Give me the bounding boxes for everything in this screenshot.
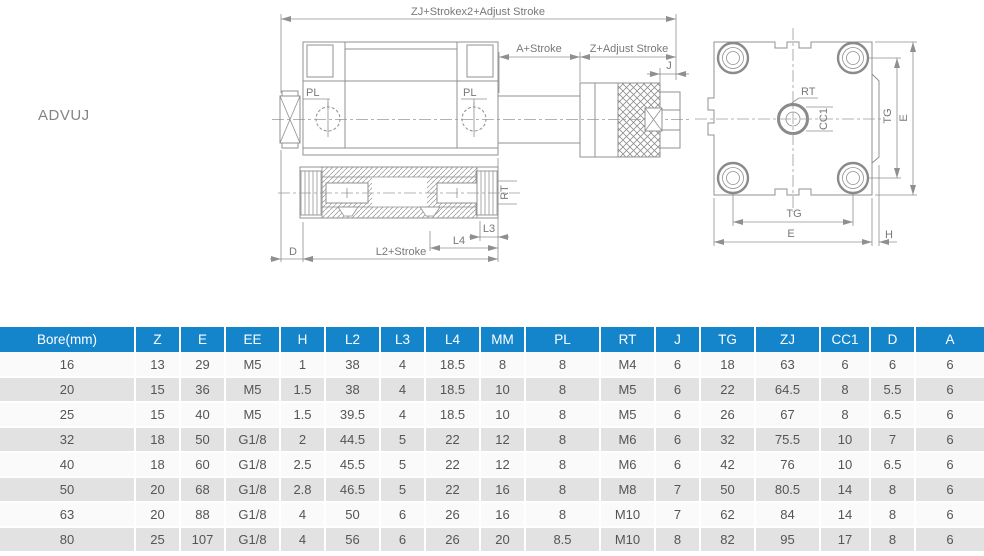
bore-cell: 80 [0,527,135,552]
cell: G1/8 [225,502,280,527]
dim-label-rt-section: RT [499,185,511,200]
cell: 1 [280,352,325,377]
cell: 4 [280,527,325,552]
dim-label-l4: L4 [452,235,466,247]
cell: 8 [525,477,600,502]
cell: 18 [135,427,180,452]
cell: 8.5 [525,527,600,552]
column-header-rt: RT [600,327,655,352]
cell: 6 [380,527,425,552]
end-view-outline [708,42,872,195]
cell: 6 [820,352,870,377]
cell: 84 [755,502,820,527]
cell: M5 [225,402,280,427]
bore-cell: 63 [0,502,135,527]
dim-label-h: H [885,229,893,241]
bolt-hole-top-right [838,43,868,73]
cell: M6 [600,427,655,452]
cell: 6 [915,402,984,427]
dimension-table [0,327,984,553]
cell: 6 [915,527,984,552]
cell: 5 [380,452,425,477]
cell: 22 [425,427,480,452]
label-cc1: CC1 [818,107,830,131]
dim-label-e-right: E [898,114,910,122]
table-row [0,452,984,477]
cell: 80.5 [755,477,820,502]
cell: 107 [180,527,225,552]
cell: 8 [525,502,600,527]
cell: 39.5 [325,402,380,427]
end-view-dimensions [714,42,917,246]
cell: 8 [870,477,915,502]
cell: 6 [655,377,700,402]
cell: 6 [655,452,700,477]
column-header-pl: PL [525,327,600,352]
cell: 6 [655,402,700,427]
cell: 2.5 [280,452,325,477]
product-code-label: ADVUJ [38,107,90,124]
stroke-adjuster [580,83,680,157]
cell: 36 [180,377,225,402]
cell: 82 [700,527,755,552]
bolt-hole-bottom-left [718,163,748,193]
cell: G1/8 [225,527,280,552]
cell: 8 [525,452,600,477]
cell: 38 [325,352,380,377]
port-label-left: PL [306,87,320,99]
cell: 26 [425,527,480,552]
cell: 26 [700,402,755,427]
cell: M5 [600,402,655,427]
cell: 10 [820,427,870,452]
side-view [270,6,692,262]
table-row [0,402,984,427]
bore-cell: 16 [0,352,135,377]
cell: 20 [480,527,525,552]
bore-cell: 25 [0,402,135,427]
cell: M5 [600,377,655,402]
cell: 2.8 [280,477,325,502]
table-row [0,377,984,402]
cross-section-view [278,167,520,218]
cell: 1.5 [280,402,325,427]
column-header-cc1: CC1 [820,327,870,352]
cell: 56 [325,527,380,552]
dim-label-j: J [666,60,672,72]
cell: 18 [135,452,180,477]
cell: 8 [655,527,700,552]
column-header-l3: L3 [380,327,425,352]
column-header-z: Z [135,327,180,352]
table-row [0,352,984,377]
dim-label-e-bottom: E [787,228,795,240]
cell: 32 [700,427,755,452]
column-header-l4: L4 [425,327,480,352]
column-header-h: H [280,327,325,352]
cell: 8 [820,402,870,427]
column-header-tg: TG [700,327,755,352]
cell: 67 [755,402,820,427]
bolt-hole-bottom-right [838,163,868,193]
cell: 8 [525,402,600,427]
cell: 15 [135,377,180,402]
cell: 42 [700,452,755,477]
dim-label-total-length: ZJ+Strokex2+Adjust Stroke [411,6,545,18]
table-row [0,502,984,527]
bolt-hole-top-left [718,43,748,73]
end-view-centerlines [695,28,884,212]
cell: 8 [525,352,600,377]
cell: 88 [180,502,225,527]
cell: 5 [380,477,425,502]
cell: 13 [135,352,180,377]
cell: 62 [700,502,755,527]
cell: G1/8 [225,452,280,477]
cell: 4 [380,402,425,427]
label-rt: RT [801,86,816,98]
cell: M8 [600,477,655,502]
column-header-a: A [915,327,984,352]
cell: 4 [380,352,425,377]
bore-cell: 20 [0,377,135,402]
cell: 75.5 [755,427,820,452]
cell: 14 [820,477,870,502]
cell: 16 [480,502,525,527]
cell: 22 [425,452,480,477]
cell: 44.5 [325,427,380,452]
cell: 6.5 [870,452,915,477]
cell: 12 [480,427,525,452]
lock-nut [660,92,680,148]
table-row [0,427,984,452]
cell: 6.5 [870,402,915,427]
cell: 8 [525,427,600,452]
end-view [695,28,917,246]
cell: M10 [600,527,655,552]
bore-cell: 32 [0,427,135,452]
cell: 6 [915,352,984,377]
port-label-right: PL [463,87,477,99]
cell: 18.5 [425,352,480,377]
column-header-j: J [655,327,700,352]
cell: 6 [915,477,984,502]
cell: 50 [700,477,755,502]
cell: 8 [480,352,525,377]
cell: 50 [180,427,225,452]
cell: 20 [135,502,180,527]
port-boss-right [467,45,493,77]
cell: 8 [870,527,915,552]
cell: 6 [915,452,984,477]
column-header-mm: MM [480,327,525,352]
cell: M4 [600,352,655,377]
cell: 15 [135,402,180,427]
column-header-d: D [870,327,915,352]
cell: 38 [325,377,380,402]
cell: 6 [915,502,984,527]
dim-label-tg-right: TG [882,108,894,124]
table-row [0,477,984,502]
cell: 1.5 [280,377,325,402]
cell: 46.5 [325,477,380,502]
cell: 7 [655,477,700,502]
cell: 18 [700,352,755,377]
cell: 60 [180,452,225,477]
cell: 6 [380,502,425,527]
cell: 5 [380,427,425,452]
cell: 22 [425,477,480,502]
cell: 16 [480,477,525,502]
cell: M5 [225,377,280,402]
cell: G1/8 [225,477,280,502]
column-header-zj: ZJ [755,327,820,352]
cell: 26 [425,502,480,527]
cell: M10 [600,502,655,527]
cell: 45.5 [325,452,380,477]
cell: 8 [820,377,870,402]
cell: 22 [700,377,755,402]
cell: 6 [870,352,915,377]
cell: 6 [655,352,700,377]
dim-label-l2-stroke: L2+Stroke [375,246,427,258]
cell: 6 [655,427,700,452]
cell: 18.5 [425,402,480,427]
dim-label-tg-bottom: TG [786,208,802,220]
cell: 68 [180,477,225,502]
cell: 40 [180,402,225,427]
cell: 2 [280,427,325,452]
table-row [0,527,984,552]
cell: 64.5 [755,377,820,402]
cell: 14 [820,502,870,527]
column-header-ee: EE [225,327,280,352]
dim-label-l3: L3 [482,223,496,235]
cell: 6 [915,427,984,452]
table-header-row [0,327,984,352]
cell: 63 [755,352,820,377]
cell: 10 [480,377,525,402]
cell: 17 [820,527,870,552]
cell: 12 [480,452,525,477]
dim-label-z-adjust: Z+Adjust Stroke [589,43,669,55]
cell: 10 [480,402,525,427]
dim-label-d: D [289,246,297,258]
cell: 76 [755,452,820,477]
cell: 7 [655,502,700,527]
cell: 10 [820,452,870,477]
cell: 95 [755,527,820,552]
cell: 18.5 [425,377,480,402]
cell: M6 [600,452,655,477]
cell: 29 [180,352,225,377]
cell: 7 [870,427,915,452]
bore-cell: 50 [0,477,135,502]
cell: 20 [135,477,180,502]
cell: 6 [915,377,984,402]
dim-label-a-stroke: A+Stroke [516,43,562,55]
cell: 4 [380,377,425,402]
column-header-e: E [180,327,225,352]
cell: 8 [525,377,600,402]
column-header-l2: L2 [325,327,380,352]
cell: 5.5 [870,377,915,402]
cell: M5 [225,352,280,377]
flange-edge [872,74,879,163]
port-boss-left [307,45,333,77]
cell: G1/8 [225,427,280,452]
cell: 50 [325,502,380,527]
column-header-bore-mm-: Bore(mm) [0,327,135,352]
cell: 8 [870,502,915,527]
cell: 25 [135,527,180,552]
bore-cell: 40 [0,452,135,477]
cell: 4 [280,502,325,527]
